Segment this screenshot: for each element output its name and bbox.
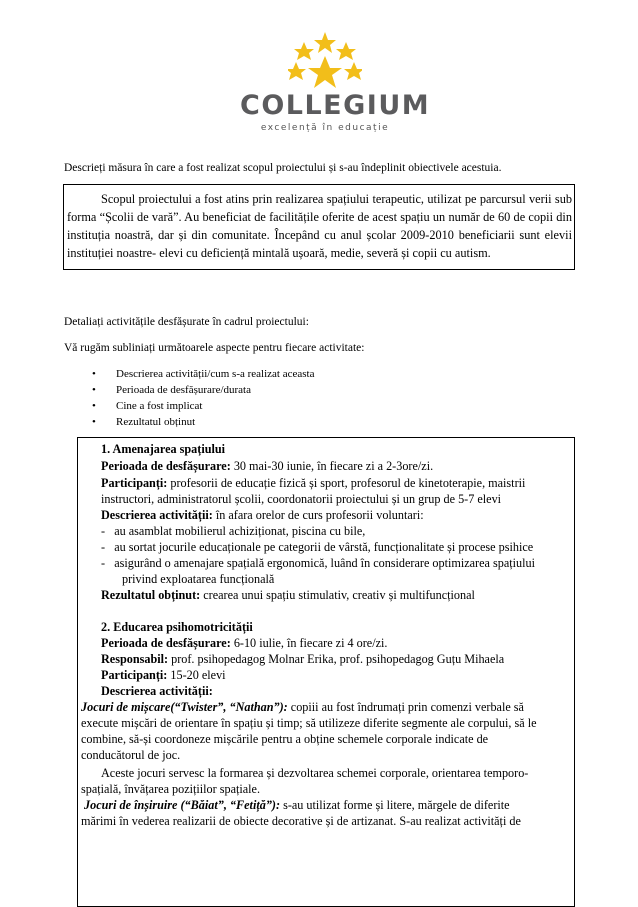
games-1-line: combine, să-și coordoneze mișcările pentru a obține schemele corporale indicate de xyxy=(81,732,489,746)
activity-1-list-item: - au asamblat mobilierul achiziționat, piscina cu bile, xyxy=(101,524,366,538)
activity-2-title: 2. Educarea psihomotricității xyxy=(101,620,253,634)
paragraph-line: spațială, învățarea pozițiilor spațiale. xyxy=(81,782,261,796)
games-1-line: conducătorul de joc. xyxy=(81,748,181,762)
activity-1-description: Descrierea activității: în afara orelor de curs profesorii voluntari: xyxy=(101,508,424,522)
games-2-line: mărimi în vederea realizarii de obiecte decorative și de artizanat. S-au realizat activități de xyxy=(81,814,521,828)
activity-2-description-label: Descrierea activității: xyxy=(101,684,213,698)
answer-box-1 xyxy=(63,184,575,270)
activity-2-participants: Participanți: 15-20 elevi xyxy=(101,668,226,682)
instruction: Vă rugăm subliniați următoarele aspecte pentru fiecare activitate: xyxy=(64,342,365,354)
activity-1-list-item-cont: privind exploatarea funcțională xyxy=(122,572,275,586)
activity-1-participants: Participanți: profesorii de educație fizică și sport, profesorul de kinetoterapie, maistrii xyxy=(101,476,526,490)
activity-1-list-item: - asigurând o amenajare spațială ergonomică, luând în considerare optimizarea spațiului xyxy=(101,556,535,570)
star-ring-icon xyxy=(288,32,362,90)
activities-box xyxy=(77,437,575,907)
logo-tagline: excelență în educație xyxy=(260,123,390,133)
activity-1-result: Rezultatul obținut: crearea unui spațiu stimulativ, creativ și multifuncțional xyxy=(101,588,475,602)
answer-1-text: Scopul proiectului a fost atins prin realizarea spațiului terapeutic, utilizat pe parcursul verii sub forma “Școlii de vară”. Au beneficiat de facilitățile oferite de acest spațiu un număr de 60 de copii din instituția noastră, dar și din comunitate. Începând cu anul școlar 2009-2010 beneficiarii sunt elevii instituției noastre- elevi cu deficiență mintală ușoară, medie, severă și copii cu autism. xyxy=(67,192,572,260)
activity-1-list-item: - au sortat jocurile educaționale pe categorii de vârstă, funcționalitate și procese psihice xyxy=(101,540,534,554)
activity-1-title: 1. Amenajarea spațiului xyxy=(101,442,226,456)
activity-2-period: Perioada de desfășurare: 6-10 iulie, în fiecare zi 4 ore/zi. xyxy=(101,636,388,650)
activity-1-participants-cont: instructori, administratorul școlii, coordonatorii proiectului și un grup de 5-7 elevi xyxy=(101,492,502,506)
activity-1-period: Perioada de desfășurare: 30 mai-30 iunie, în fiecare zi a 2-3ore/zi. xyxy=(101,459,434,473)
question-1: Descrieți măsura în care a fost realizat scopul proiectului și s-au îndeplinit obiectivele acestuia. xyxy=(64,162,502,174)
paragraph-line: Aceste jocuri servesc la formarea și dezvoltarea schemei corporale, orientarea temporo- xyxy=(101,766,529,780)
activity-2-responsible: Responsabil: prof. psihopedagog Molnar Erika, prof. psihopedagog Guțu Mihaela xyxy=(101,652,505,666)
question-2: Detaliați activitățile desfășurate în cadrul proiectului: xyxy=(64,316,309,328)
games-2-line: Jocuri de înșiruire (“Băiat”, “Fetiță”): s-au utilizat forme și litere, mărgele de diferite xyxy=(84,798,510,812)
collegium-logo xyxy=(240,32,431,142)
logo-name: COLLEGIUM xyxy=(240,90,431,121)
games-1-line: Jocuri de mișcare(“Twister”, “Nathan”): copiii au fost îndrumați prin comenzi verbale să xyxy=(81,700,524,714)
games-1-line: execute mișcări de orientare în spațiu și timp; să utilizeze diferite segmente ale corpului, să le xyxy=(81,716,537,730)
